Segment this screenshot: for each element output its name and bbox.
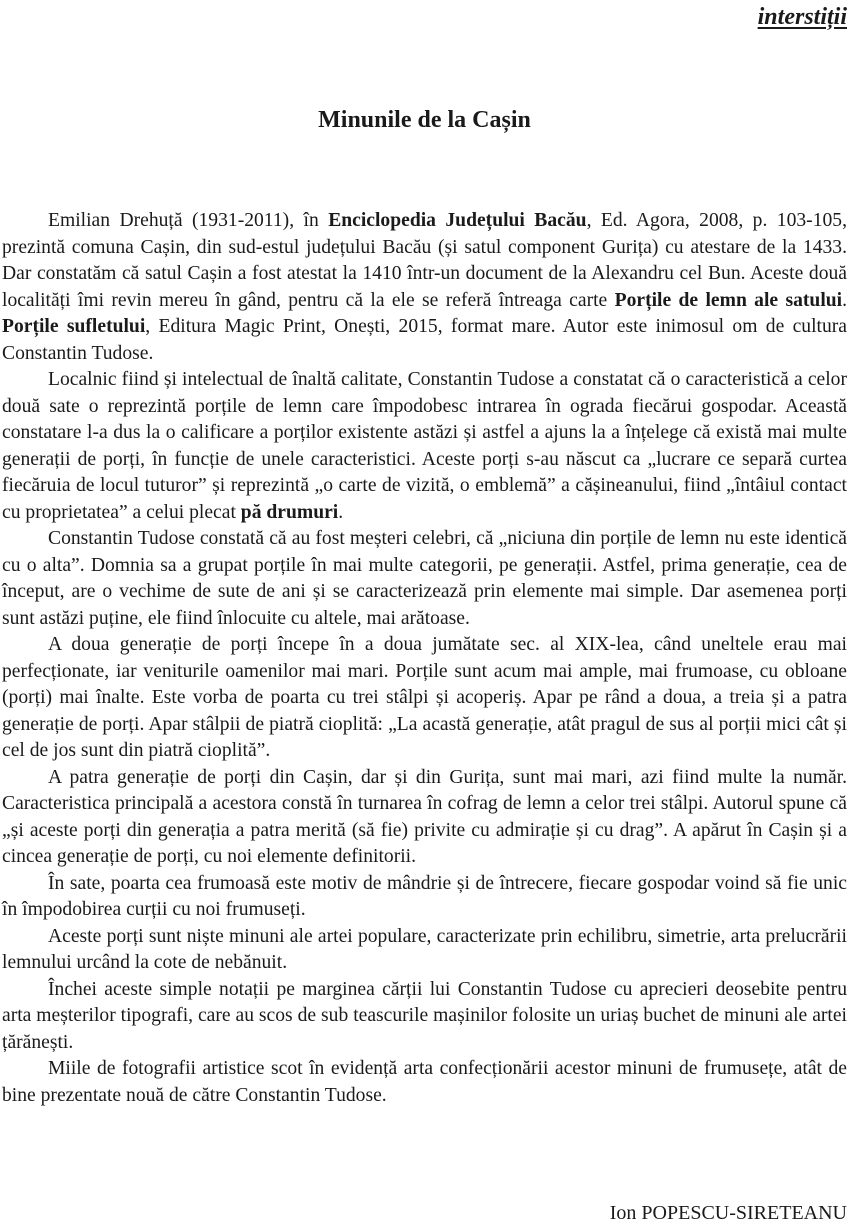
paragraph: [2, 208, 847, 367]
article-title: Minunile de la Cașin: [318, 107, 531, 133]
section-rubric: interstiții: [757, 4, 847, 30]
text-run: Constantin Tudose constată că au fost meșteri celebri, că „niciuna din porțile de lemn nu este identică cu o alta”. Domnia sa a grupat porțile în mai multe categorii, pe generații. Astfel, prima generație, cea de început, are o vechime de sute de ani și se caracterizează prin elemente mai simple. Dar asemenea porți sunt astăzi puține, ele fiind înlocuite cu altele, mai arătoase.: [2, 528, 847, 629]
paragraph: [2, 367, 847, 526]
article-body: [2, 208, 847, 1109]
article-page: [2, 0, 847, 1228]
text-run: , Editura Magic Print, Onești, 2015, format mare. Autor este inimosul om de cultura Constantin Tudose.: [2, 316, 847, 364]
text-run: .: [842, 289, 848, 311]
text-run: Miile de fotografii artistice scot în evidență arta confecționării acestor minuni de frumusețe, atât de bine prezentate nouă de către Constantin Tudose.: [2, 1058, 847, 1106]
paragraph: [2, 632, 847, 765]
bold-title-run: Porțile sufletului: [2, 316, 146, 337]
text-run: A doua generație de porți începe în a doua jumătate sec. al XIX-lea, când uneltele erau mai perfecționate, iar veniturile oamenilor mai mari. Porțile sunt acum mai ample, mai frumoase, cu obloane (porți) mai înalte. Este vorba de poarta cu trei stâlpi și acoperiș. Apar pe rând a doua, a treia și a patra generație de porți. Apar stâlpii de piatră cioplită: „La acastă generație, atât pragul de sus al porții mici cât și cel de jos sunt din piatră cioplită”.: [2, 634, 847, 761]
bold-title-run: Enciclopedia Județului Bacău: [328, 210, 587, 231]
text-run: A patra generație de porți din Cașin, dar și din Gurița, sunt mai mari, azi fiind multe la număr. Caracteristica principală a acestora constă în turnarea în cofrag de lemn a celor trei stâlpi. Autorul spune că „și aceste porți din generația a patra merită (să fie) privite cu admirație și cu drag”. A apărut în Cașin și a cincea generație de porți, cu noi elemente definitorii.: [2, 766, 847, 867]
text-run: .: [338, 501, 344, 523]
bold-title-run: pă drumuri: [240, 501, 339, 523]
paragraph: [2, 765, 847, 871]
author-signature: Ion POPESCU-SIRETEANU: [609, 1202, 847, 1224]
text-run: Aceste porți sunt niște minuni ale artei populare, caracterizate prin echilibru, simetrie, arta prelucrării lemnului urcând la cote de nebănuit.: [2, 925, 847, 973]
text-run: Închei aceste simple notații pe marginea cărții lui Constantin Tudose cu aprecieri deosebite pentru arta meșterilor tipografi, care au scos de sub teascurile mașinilor folosite un uriaș buchet de minuni ale artei țărănești.: [2, 978, 847, 1053]
paragraph: [2, 977, 847, 1057]
text-run: Emilian Drehuță (1931-2011), în: [48, 210, 329, 231]
paragraph: [2, 924, 847, 977]
text-run: , Ed. Agora, 2008, p. 103-105, prezintă comuna Cașin, din sud-estul județului Bacău (și satul component Gurița) cu atestare de la 1433. Dar constatăm că satul Cașin a fost atestat la 1410 într-un document de la Alexandru cel Bun. Aceste două localități îmi revin mereu în gând, pentru că la ele se referă întreaga carte: [2, 210, 847, 311]
text-run: În sate, poarta cea frumoasă este motiv de mândrie și de întrecere, fiecare gospodar voind să fie unic în împodobirea curții cu noi frumuseți.: [2, 872, 847, 920]
paragraph: [2, 1056, 847, 1109]
bold-title-run: Porțile de lemn ale satului: [614, 289, 843, 311]
text-run: Localnic fiind și intelectual de înaltă calitate, Constantin Tudose a constatat că o caracteristică a celor două sate o reprezintă porțile de lemn care împodobesc intrarea în ograda fiecărui gospodar. Această constatare l-a dus la o calificare a porților existente astăzi și astfel a ajuns la a înțelege că există mai multe generații de porți, în funcție de unele caracteristici. Aceste porți s-au născut ca „lucrare ce separă curtea fiecăruia de locul tuturor” și reprezintă „o carte de vizită, o emblemă” a cășineanului, fiind „întâiul contact cu proprietatea” a celui plecat: [2, 369, 847, 523]
paragraph: [2, 871, 847, 924]
paragraph: [2, 526, 847, 632]
